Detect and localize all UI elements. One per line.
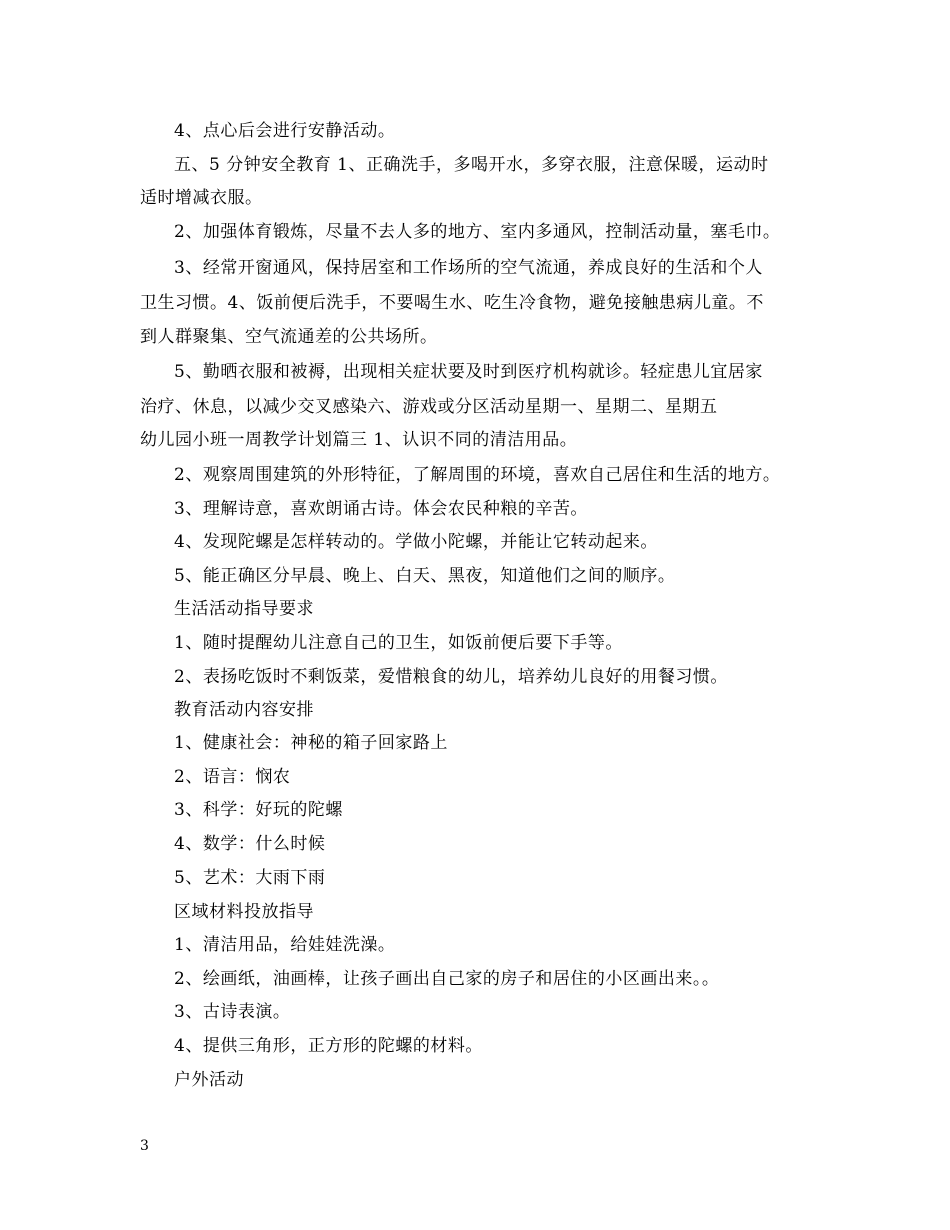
paragraph-line: 到人群聚集、空气流通差的公共场所。 [140,327,438,347]
paragraph-line: 2、表扬吃饭时不剩饭菜，爱惜粮食的幼儿，培养幼儿良好的用餐习惯。 [174,667,728,687]
paragraph-line: 2、观察周围建筑的外形特征，了解周围的环境，喜欢自己居住和生活的地方。 [174,465,781,485]
paragraph-line: 3、理解诗意，喜欢朗诵古诗。体会农民种粮的辛苦。 [174,499,588,519]
section-heading: 区域材料投放指导 [174,902,314,922]
paragraph-line: 4、点心后会进行安静活动。 [174,121,396,141]
list-item: 5、艺术：大雨下雨 [174,868,326,888]
list-item: 2、绘画纸，油画棒，让孩子画出自己家的房子和居住的小区画出来。。 [174,969,720,989]
paragraph-line: 5、勤晒衣服和被褥，出现相关症状要及时到医疗机构就诊。轻症患儿宜居家 [174,362,763,382]
paragraph-line: 治疗、休息，以减少交叉感染六、游戏或分区活动星期一、星期二、星期五 [140,397,718,417]
paragraph-line: 2、加强体育锻炼，尽量不去人多的地方、室内多通风，控制活动量，塞毛巾。 [174,222,781,242]
section-heading: 生活活动指导要求 [174,599,314,619]
paragraph-line: 3、经常开窗通风，保持居室和工作场所的空气流通，养成良好的生活和个人 [174,258,763,278]
list-item: 2、语言：悯农 [174,767,291,787]
paragraph-line: 卫生习惯。4、饭前便后洗手，不要喝生水、吃生冷食物，避免接触患病儿童。不 [140,293,764,313]
list-item: 1、清洁用品，给娃娃洗澡。 [174,935,396,955]
paragraph-line: 五、5 分钟安全教育 1、正确洗手，多喝开水，多穿衣服，注意保暖，运动时 [174,155,769,175]
section-heading: 户外活动 [174,1070,244,1090]
paragraph-line: 幼儿园小班一周教学计划篇三 1、认识不同的清洁用品。 [140,430,578,450]
page-number: 3 [140,1138,149,1154]
paragraph-line: 适时增减衣服。 [140,188,263,208]
section-heading: 教育活动内容安排 [174,700,314,720]
list-item: 1、健康社会：神秘的箱子回家路上 [174,733,448,753]
paragraph-line: 4、发现陀螺是怎样转动的。学做小陀螺，并能让它转动起来。 [174,532,658,552]
list-item: 3、科学：好玩的陀螺 [174,800,343,820]
paragraph-line: 5、能正确区分早晨、晚上、白天、黑夜，知道他们之间的顺序。 [174,566,676,586]
list-item: 3、古诗表演。 [174,1002,291,1022]
paragraph-line: 1、随时提醒幼儿注意自己的卫生，如饭前便后要下手等。 [174,633,623,653]
list-item: 4、数学：什么时候 [174,834,326,854]
list-item: 4、提供三角形，正方形的陀螺的材料。 [174,1036,483,1056]
